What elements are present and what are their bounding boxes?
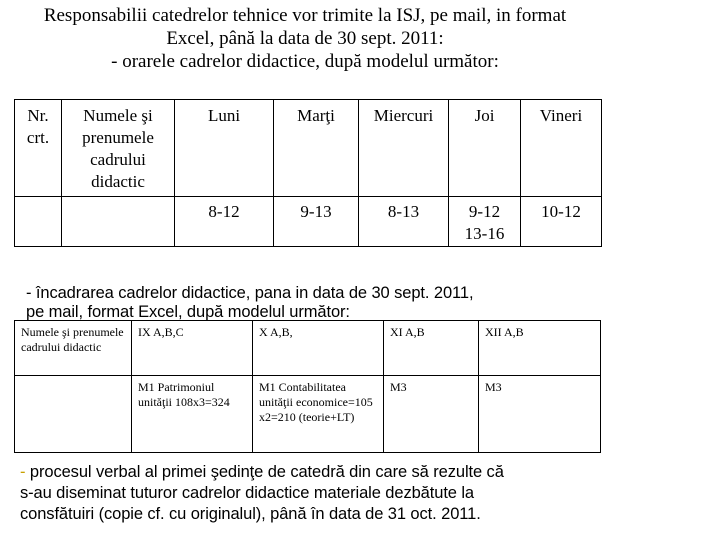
cell-joi-slot-2: 13-16	[464, 224, 505, 243]
cell-teacher	[15, 376, 132, 453]
bullet-dash: -	[20, 463, 26, 481]
cell-nr	[15, 197, 62, 247]
intro-text	[0, 4, 610, 73]
cell-class-ix: M1 Patrimoniul unităţii 108x3=324	[132, 376, 253, 453]
schedule-header-row	[15, 100, 602, 197]
assignment-text	[26, 284, 586, 322]
header-nr-crt: Nr. crt.	[15, 100, 62, 197]
header-class-xii: XII A,B	[479, 321, 601, 376]
cell-class-x-line-1: M1 Contabilitatea unităţii economice=105	[259, 380, 373, 409]
cell-joi	[449, 197, 521, 247]
cell-vineri: 10-12	[521, 197, 602, 247]
cell-miercuri: 8-13	[359, 197, 449, 247]
header-class-xi: XI A,B	[384, 321, 479, 376]
header-marti: Marţi	[274, 100, 359, 197]
header-miercuri: Miercuri	[359, 100, 449, 197]
cell-class-xii: M3	[479, 376, 601, 453]
header-teacher-name: Numele şi prenumele cadrului didactic	[62, 100, 175, 197]
cell-class-x-line-2: x2=210 (teorie+LT)	[259, 410, 355, 424]
assignment-data-row	[15, 376, 601, 453]
schedule-table	[14, 99, 602, 247]
cell-class-xi: M3	[384, 376, 479, 453]
header-teacher-name-2: Numele şi prenumele cadrului didactic	[15, 321, 132, 376]
cell-name	[62, 197, 175, 247]
header-joi: Joi	[449, 100, 521, 197]
header-class-x: X A,B,	[253, 321, 384, 376]
assignment-line-1: - încadrarea cadrelor didactice, pana in data de 30 sept. 2011,	[26, 284, 474, 302]
minutes-line-1-text: procesul verbal al primei şedinţe de catedră din care să rezulte că	[25, 463, 504, 481]
assignment-line-2: pe mail, format Excel, după modelul următor:	[26, 303, 350, 321]
cell-luni: 8-12	[175, 197, 274, 247]
cell-marti: 9-13	[274, 197, 359, 247]
header-class-ix: IX A,B,C	[132, 321, 253, 376]
cell-joi-slot-1: 9-12	[468, 202, 501, 221]
assignment-header-row	[15, 321, 601, 376]
schedule-data-row	[15, 197, 602, 247]
intro-line-1: Responsabilii catedrelor tehnice vor trimite la ISJ, pe mail, in format	[43, 5, 567, 26]
intro-line-3: - orarele cadrelor didactice, după modelul următor:	[111, 51, 499, 72]
intro-line-2: Excel, până la data de 30 sept. 2011:	[166, 28, 444, 49]
minutes-line-3: consfătuiri (copie cf. cu originalul), până în data de 31 oct. 2011.	[20, 505, 481, 523]
minutes-line-1	[20, 462, 630, 483]
header-vineri: Vineri	[521, 100, 602, 197]
minutes-line-2: s-au diseminat tuturor cadrelor didactice materiale dezbătute la	[20, 484, 475, 502]
cell-class-x	[253, 376, 384, 453]
minutes-text	[20, 462, 630, 525]
header-luni: Luni	[175, 100, 274, 197]
assignment-table	[14, 320, 601, 453]
